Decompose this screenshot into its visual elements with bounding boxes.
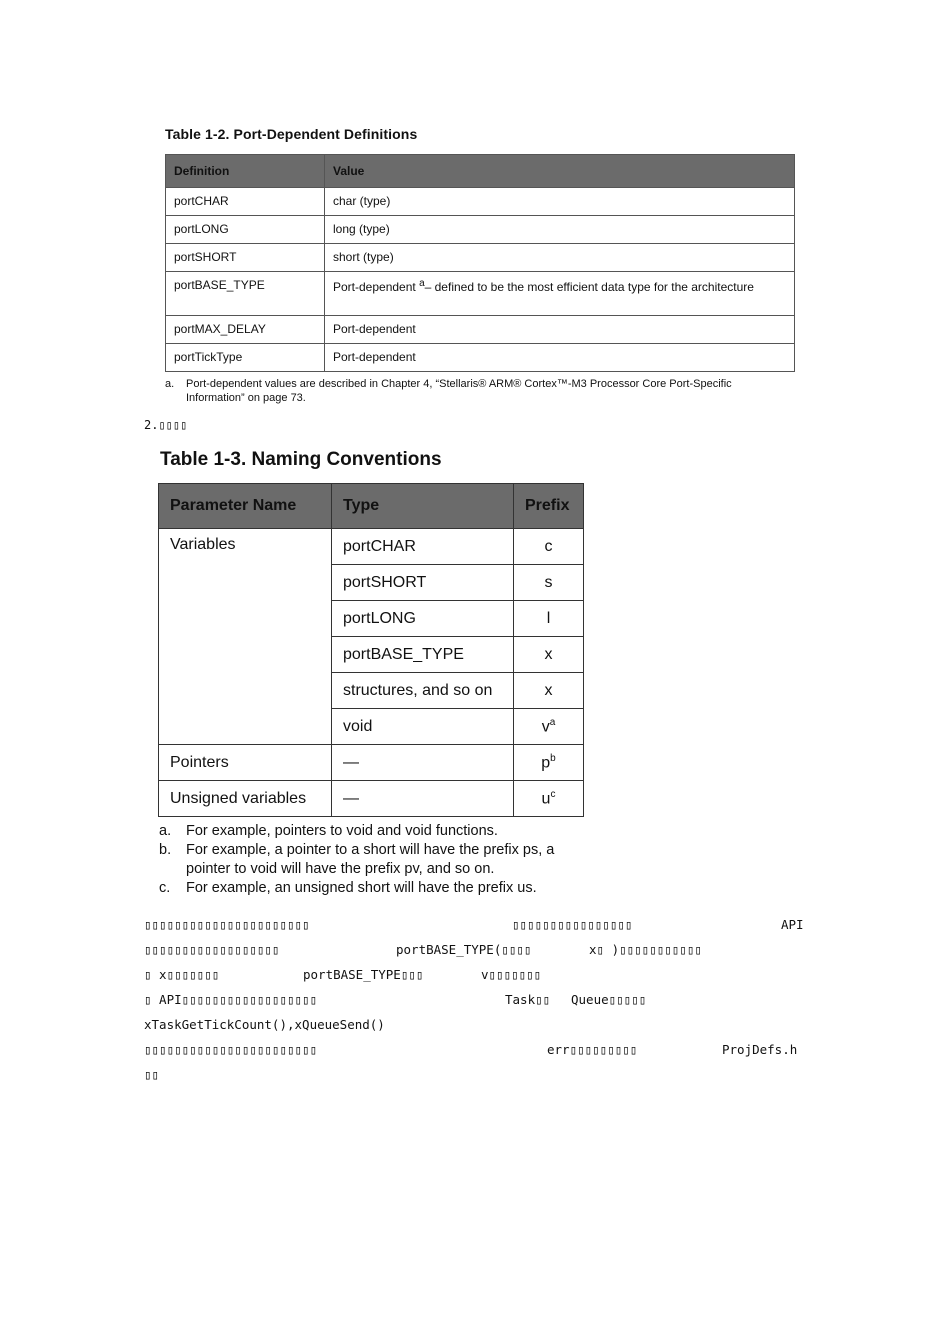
body-line — [722, 1042, 797, 1057]
parameter-name-cell: Pointers — [159, 745, 332, 781]
prefix-cell — [514, 781, 584, 817]
body-text: ▯▯▯▯▯▯▯▯▯▯▯▯▯▯▯▯▯▯▯▯▯▯ — [144, 917, 310, 932]
value-cell: long (type) — [325, 216, 795, 244]
table-row — [166, 272, 795, 316]
body-line — [589, 942, 702, 957]
body-line — [481, 967, 541, 982]
type-cell: — — [332, 745, 514, 781]
value-cell: char (type) — [325, 188, 795, 216]
table-row — [159, 745, 584, 781]
body-text: API — [781, 917, 804, 932]
footnote-label: a. — [165, 378, 175, 390]
table-1-3-footnotes — [158, 822, 588, 898]
body-line — [396, 942, 531, 957]
table-row — [159, 529, 584, 565]
body-line — [505, 992, 550, 1007]
table-row — [166, 344, 795, 372]
definition-cell: portLONG — [166, 216, 325, 244]
table-row — [166, 216, 795, 244]
prefix-cell — [514, 745, 584, 781]
body-text: Queue▯▯▯▯▯ — [571, 992, 647, 1007]
body-text: portBASE_TYPE▯▯▯ — [303, 967, 424, 982]
body-text: err▯▯▯▯▯▯▯▯▯ — [547, 1042, 638, 1057]
table-1-2 — [165, 154, 795, 372]
value-cell — [325, 272, 795, 316]
prefix-cell — [514, 709, 584, 745]
footnote-text: For example, an unsigned short will have the prefix us. — [186, 880, 537, 896]
table-header-type: Type — [332, 484, 514, 529]
body-line — [512, 917, 632, 932]
value-cell: Port-dependent — [325, 344, 795, 372]
table-row — [166, 188, 795, 216]
section-heading: 2.▯▯▯▯ — [144, 418, 188, 432]
body-line — [144, 992, 317, 1007]
value-text: Port-dependent — [333, 280, 420, 294]
table-row — [166, 244, 795, 272]
table-header-prefix: Prefix — [514, 484, 584, 529]
prefix-cell: x — [514, 637, 584, 673]
prefix-cell: l — [514, 601, 584, 637]
table-1-2-title: Table 1-2. Port-Dependent Definitions — [165, 126, 418, 142]
footnote-marker: b — [550, 752, 556, 764]
body-line — [571, 992, 646, 1007]
definition-cell: portTickType — [166, 344, 325, 372]
table-header-value: Value — [325, 155, 795, 188]
footnote-label: a. — [159, 823, 172, 839]
footnote — [158, 822, 588, 841]
table-header-definition: Definition — [166, 155, 325, 188]
prefix-text: v — [541, 718, 550, 736]
body-line — [144, 1042, 317, 1057]
footnote-label: c. — [159, 880, 171, 896]
value-text: – defined to be the most efficient data type for the architecture — [424, 280, 754, 294]
body-text: Task▯▯ — [505, 992, 551, 1007]
body-text: portBASE_TYPE(▯▯▯▯ — [396, 942, 532, 957]
table-header-parameter-name: Parameter Name — [159, 484, 332, 529]
type-cell: void — [332, 709, 514, 745]
footnote-marker: c — [550, 788, 556, 800]
type-cell: portBASE_TYPE — [332, 637, 514, 673]
body-text: ProjDefs.h — [722, 1042, 798, 1057]
value-cell: Port-dependent — [325, 316, 795, 344]
body-text: ▯▯▯▯▯▯▯▯▯▯▯▯▯▯▯▯▯▯ — [144, 942, 280, 957]
footnote-text: Port-dependent values are described in Chapter 4, “Stellaris® ARM® Cortex™-M3 Processor Core Port-Specific Information” on page 73. — [186, 378, 732, 404]
body-text: x▯ )▯▯▯▯▯▯▯▯▯▯▯ — [589, 942, 702, 957]
prefix-cell: x — [514, 673, 584, 709]
type-cell: — — [332, 781, 514, 817]
type-cell: portCHAR — [332, 529, 514, 565]
type-cell: portSHORT — [332, 565, 514, 601]
body-text: ▯▯▯▯▯▯▯▯▯▯▯▯▯▯▯▯ — [512, 917, 633, 932]
table-1-3-title: Table 1-3. Naming Conventions — [160, 449, 442, 470]
body-text: v▯▯▯▯▯▯▯ — [481, 967, 542, 982]
body-line — [547, 1042, 637, 1057]
value-cell: short (type) — [325, 244, 795, 272]
table-row — [166, 316, 795, 344]
body-line — [144, 1017, 385, 1032]
prefix-text: p — [541, 754, 551, 772]
body-text: ▯ x▯▯▯▯▯▯▯ — [144, 967, 220, 982]
table-1-3 — [158, 483, 584, 817]
body-text: ▯▯▯▯▯▯▯▯▯▯▯▯▯▯▯▯▯▯▯▯▯▯▯ — [144, 1042, 318, 1057]
type-cell: structures, and so on — [332, 673, 514, 709]
prefix-text: u — [541, 790, 551, 808]
body-text: xTaskGetTickCount(),xQueueSend() — [144, 1017, 385, 1032]
table-1-2-footnote — [165, 377, 785, 404]
definition-cell: portCHAR — [166, 188, 325, 216]
prefix-cell: s — [514, 565, 584, 601]
footnote-text: For example, a pointer to a short will have the prefix ps, a pointer to void will have the prefix pv, and so on. — [186, 842, 555, 877]
body-line — [144, 917, 310, 932]
body-text: ▯▯ — [144, 1067, 160, 1082]
body-text: ▯ API▯▯▯▯▯▯▯▯▯▯▯▯▯▯▯▯▯▯ — [144, 992, 318, 1007]
footnote — [158, 841, 588, 879]
body-line — [144, 967, 219, 982]
prefix-cell: c — [514, 529, 584, 565]
footnote-text: For example, pointers to void and void functions. — [186, 823, 498, 839]
type-cell: portLONG — [332, 601, 514, 637]
body-line — [144, 942, 279, 957]
parameter-name-cell: Variables — [159, 529, 332, 745]
table-row — [159, 781, 584, 817]
definition-cell: portMAX_DELAY — [166, 316, 325, 344]
body-line — [781, 917, 804, 932]
body-line — [303, 967, 423, 982]
definition-cell: portSHORT — [166, 244, 325, 272]
footnote-marker: a — [419, 278, 425, 289]
footnote-marker: a — [549, 716, 556, 728]
body-line — [144, 1067, 159, 1082]
definition-cell: portBASE_TYPE — [166, 272, 325, 316]
parameter-name-cell: Unsigned variables — [159, 781, 332, 817]
footnote-label: b. — [159, 842, 172, 858]
footnote — [158, 879, 588, 898]
